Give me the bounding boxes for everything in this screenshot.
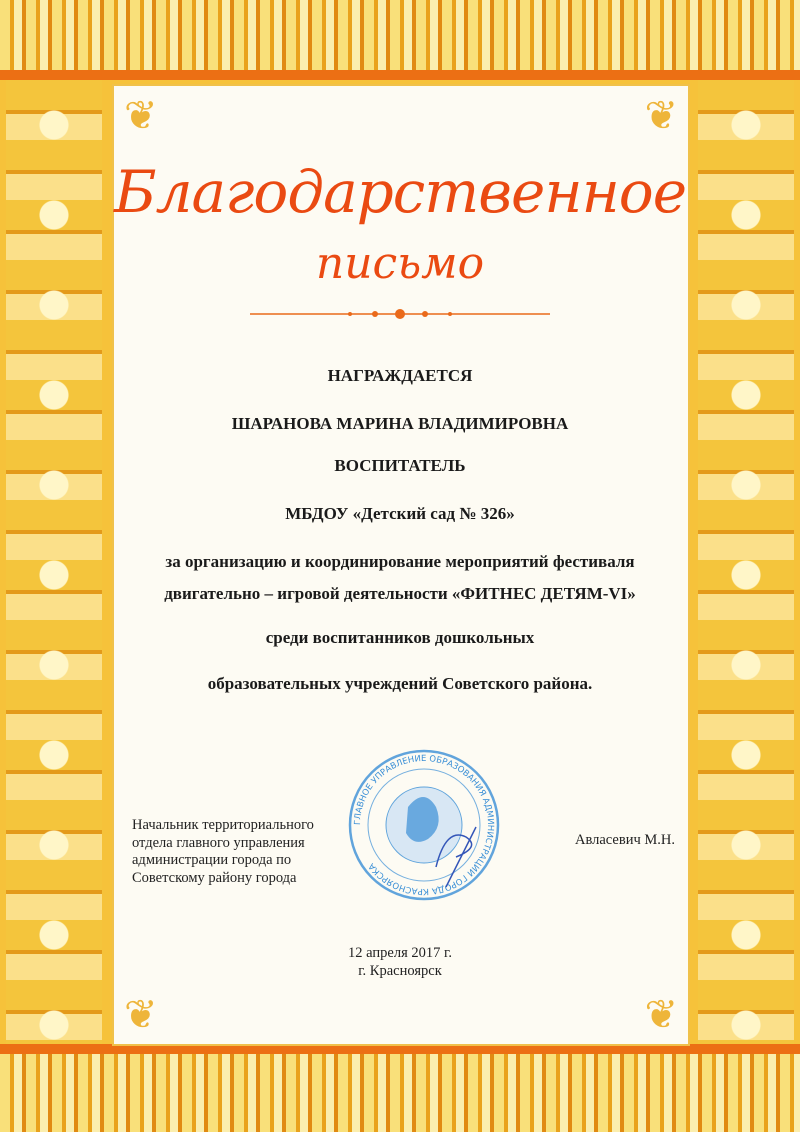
top-ornament-band (0, 0, 800, 70)
top-stripe (0, 70, 800, 80)
reason-line: двигательно – игровой деятельности «ФИТНЕС ДЕТЯМ-VI» (164, 584, 636, 603)
svg-text:ГЛАВНОЕ УПРАВЛЕНИЕ ОБРАЗОВАНИЯ: ГЛАВНОЕ УПРАВЛЕНИЕ ОБРАЗОВАНИЯ АДМИНИСТРАЦИИ ГОРОДА КРАСНОЯРСКА (352, 753, 496, 897)
ornament-divider-icon (250, 306, 550, 322)
reason-line: среди воспитанников дошкольных (265, 628, 535, 647)
certificate-subtitle: письмо (315, 238, 485, 289)
awarded-label: НАГРАЖДАЕТСЯ (327, 366, 473, 385)
corner-flourish-icon: ❦ (644, 992, 678, 1037)
issue-city: г. Красноярск (358, 963, 442, 979)
recipient-position: ВОСПИТАТЕЛЬ (334, 456, 466, 475)
signatory-title-line: отдела главного управления (132, 834, 305, 851)
reason-line: образовательных учреждений Советского района. (207, 674, 593, 693)
signatory-title-line: Советскому району города (132, 869, 297, 886)
issue-date: 12 апреля 2017 г. (348, 945, 452, 961)
signatory-name: Авласевич М.Н. (575, 832, 675, 848)
recipient-name: ШАРАНОВА МАРИНА ВЛАДИМИРОВНА (231, 414, 569, 433)
date-place (0, 944, 800, 980)
corner-flourish-icon: ❦ (124, 992, 158, 1037)
certificate-title: Благодарственное (113, 158, 687, 226)
signatory-title-line: администрации города по (132, 852, 292, 868)
institution-name: МБДОУ «Детский сад № 326» (285, 504, 515, 523)
corner-flourish-icon: ❦ (124, 93, 158, 138)
reason-line: за организацию и координирование мероприятий фестиваля (165, 552, 635, 571)
signatory-title-line: Начальник территориального (132, 817, 314, 833)
official-seal (346, 747, 502, 903)
signatory-title (132, 817, 314, 887)
bottom-ornament-band (0, 1054, 800, 1132)
corner-flourish-icon: ❦ (644, 93, 678, 138)
